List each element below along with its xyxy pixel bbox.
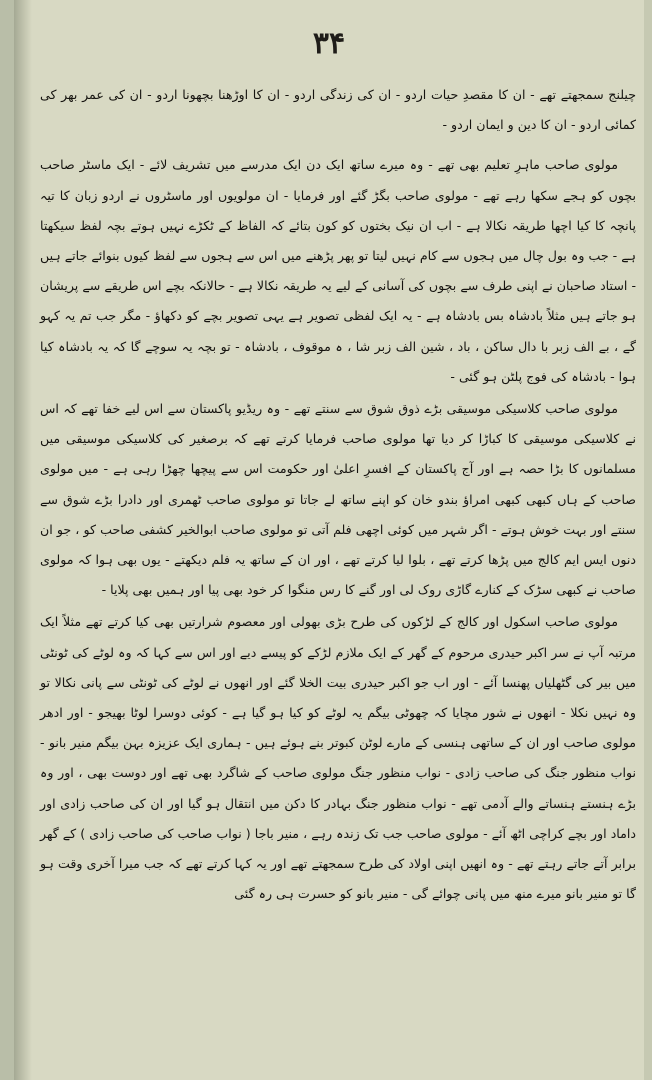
paragraph-4: مولوی صاحب اسکول اور کالج کے لڑکوں کی طرح بڑی بھولی اور معصوم شرارتیں بھی کیا کرتے تھے مثلاً ایک مرتبہ آپ نے سر اکبر حیدری مرحوم کے گھر کے ایک ملازم لڑکے کو پیسے دیے اور اس سے کہا کہ وہ لوٹے کی ٹونٹی میں بیر کی گٹھلیاں پھنسا آئے - اور اب جو اکبر حیدری بیت الخلا گئے اور انھوں نے لوٹے کی ٹونٹی سے پانی نکالا تو وہ نہیں نکلا - انھوں نے شور مچایا کہ چھوٹی بیگم یہ لوٹے کو کیا ہو گیا ہے - کوئی دوسرا لوٹا بھیجو - اور ادھر مولوی صاحب اور ان کے ساتھی ہنسی کے مارے لوٹن کبوتر بنے ہوئے ہیں - ہماری ایک عزیزہ بہن بیگم منیر بانو - نواب منظور جنگ کی صاحب زادی - نواب منظور جنگ مولوی صاحب کے شاگرد بھی تھے اور دوست بھی ، اور وہ بڑے ہنستے ہنساتے والے آدمی تھے - نواب منظور جنگ بہادر کا دکن میں انتقال ہو گیا اور ان کی صاحب زادی اور داماد اور بچے کراچی اٹھ آئے - مولوی صاحب جب تک زندہ رہے ، منیر باجا ( نواب صاحب کی صاحب زادی ) کے گھر برابر آتے جاتے رہتے تھے - وہ انھیں اپنی اولاد کی طرح سمجھتے تھے اور یہ کہا کرتے تھے کہ جب میرا آخری وقت ہو گا تو منیر بانو میرے منھ میں پانی چوائے گی - منیر بانو کو حسرت ہی رہ گئی xyxy=(40,614,636,902)
urdu-body-text xyxy=(40,80,636,909)
book-spine-shadow xyxy=(14,0,32,1080)
paragraph-1: چیلنج سمجھتے تھے - ان کا مقصدِ حیات اردو - ان کی زندگی اردو - ان کا اوڑھنا بچھونا اردو - ان کی عمر بھر کی کمائی اردو - ان کا دین و ایمان اردو - xyxy=(40,87,636,133)
paragraph-3: مولوی صاحب کلاسیکی موسیقی بڑے ذوق شوق سے سنتے تھے - وہ ریڈیو پاکستان سے اس لیے خفا تھے کہ اس نے کلاسیکی موسیقی کا کباڑا کر دیا تھا مولوی صاحب فرمایا کرتے تھے کہ برصغیر کی کلاسیکی موسیقی میں مسلمانوں کا بڑا حصہ ہے اور آج پاکستان کے افسرِ اعلیٰ اور حکومت اس سے پیچھا چھڑا رہی ہے - میں مولوی صاحب کے ہاں کبھی کبھی امراؤ بندو خان کو اپنے ساتھ لے جاتا تو مولوی صاحب ٹھمری اور دادرا بڑے شوق سے سنتے اور بہت خوش ہوتے - اگر شہر میں کوئی اچھی فلم آتی تو مولوی صاحب ابوالخیر کشفی صاحب کو ، جو ان دنوں ایس ایم کالج میں پڑھا کرتے تھے ، بلوا لیا کرتے تھے ، اور ان کے ساتھ یہ فلم دیکھتے - یوں بھی ہوا کہ مولوی صاحب نے کبھی سڑک کے کنارے گاڑی روک لی اور گنے کا رس منگوا کر خود بھی پیا اور ہمیں بھی پلایا - xyxy=(40,401,636,598)
page-number: ۳۴ xyxy=(312,26,346,61)
paragraph-2: مولوی صاحب ماہرِ تعلیم بھی تھے - وہ میرے ساتھ ایک دن ایک مدرسے میں تشریف لائے - ایک ماسٹر صاحب بچوں کو ہجے سکھا رہے تھے - مولوی صاحب بگڑ گئے اور فرمایا - ان مولویوں اور ماسٹروں نے اردو زبان کا تیہ پانچہ کا کیا اچھا طریقہ نکالا ہے - اب ان نیک بختوں کو کون بتائے کہ الفاظ کے ٹکڑے نہیں ہوتے بچہ لفظ سیکھتا ہے - جب وہ بول چال میں ہجوں سے کام نہیں لیتا تو پھر پڑھنے میں اس سے ہجوں سے لفظ کیوں بنوائے جاتے ہیں - استاد صاحبان نے اپنی طرف سے بچوں کی آسانی کے لیے یہ طریقہ نکالا ہے - حالانکہ بچے اس طریقے سے پریشان ہو جاتے ہیں مثلاً بادشاہ بس بادشاہ ہے - یہ ایک لفظی تصویر ہے یہی تصویر بچے کو دکھاؤ - مگر جب تم یہ کہو گے ، بے الف زبر با دال ساکن ، باد ، شین الف زبر شا ، ہ موقوف ، بادشاہ - تو بچہ یہ سوچے گا کہ یہ بادشاہ کیا ہوا - بادشاہ کی فوج پلٹن ہو گئی - xyxy=(40,157,636,384)
